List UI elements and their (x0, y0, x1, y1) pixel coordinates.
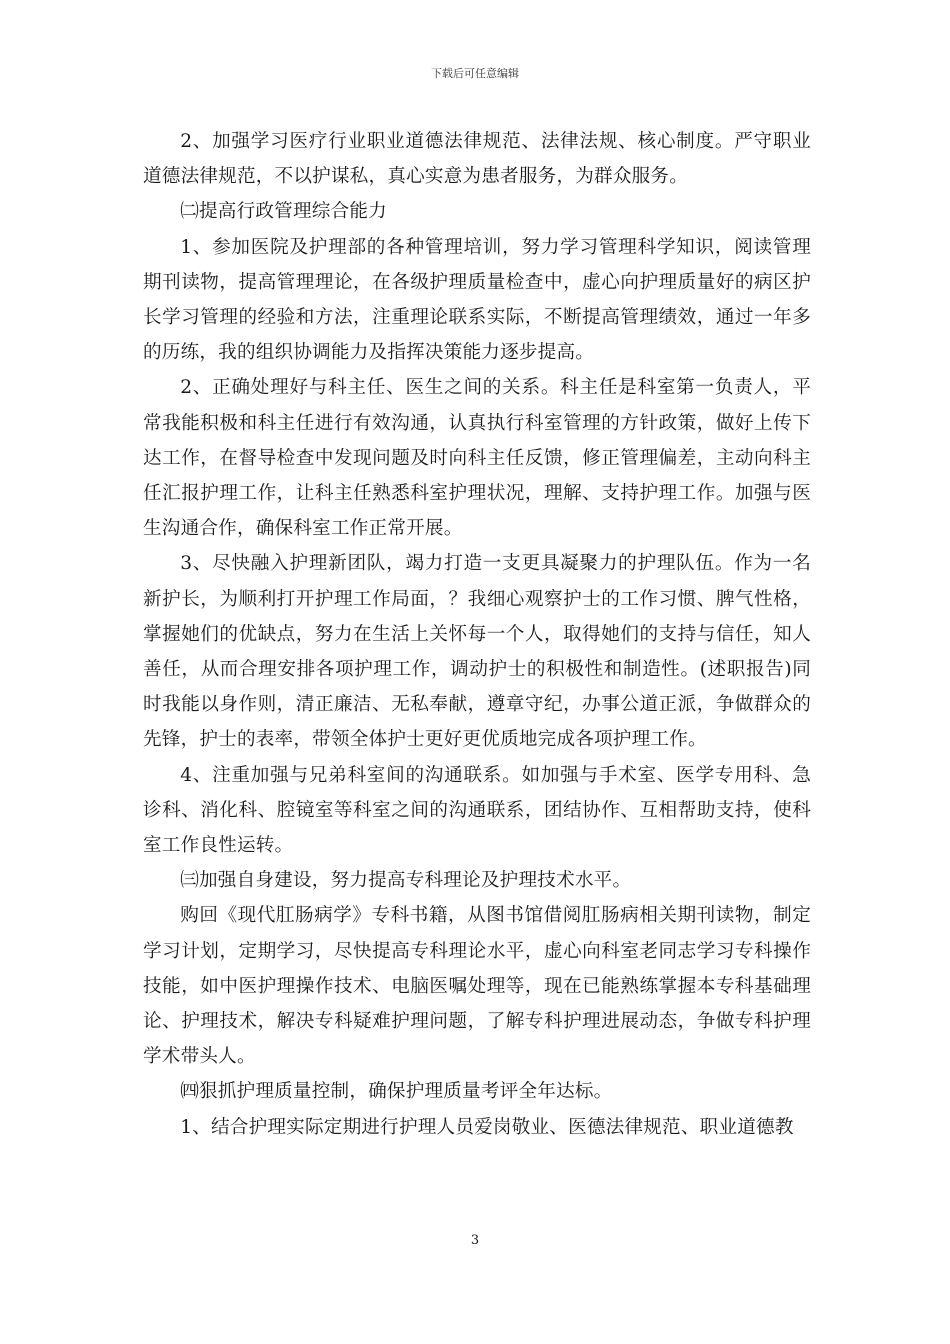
document-body (143, 124, 811, 1145)
paragraph-2: 1、参加医院及护理部的各种管理培训，努力学习管理科学知识，阅读管理期刊读物，提高管理理论，在各级护理质量检查中，虚心向护理质量好的病区护长学习管理的经验和方法，注重理论联系实际，不断提高管理绩效，通过一年多的历练，我的组织协调能力及指挥决策能力逐步提高。 (143, 236, 811, 364)
paragraph-6: 购回《现代肛肠病学》专科书籍，从图书馆借阅肛肠病相关期刊读物，制定学习计划，定期学习，尽快提高专科理论水平，虚心向科室老同志学习专科操作技能，如中医护理操作技术、电脑医嘱处理等，现在已能熟练掌握本专科基础理论、护理技术，解决专科疑难护理问题，了解专科护理进展动态，争做专科护理学术带头人。 (143, 905, 811, 1068)
paragraph-5: 4、注重加强与兄弟科室间的沟通联系。如加强与手术室、医学专用科、急诊科、消化科、腔镜室等科室之间的沟通联系，团结协作、互相帮助支持，使科室工作良性运转。 (143, 764, 811, 857)
page-header: 下载后可任意编辑 (431, 67, 519, 80)
section-heading-2: ㈡提高行政管理综合能力 (180, 201, 387, 223)
paragraph-1: 2、加强学习医疗行业职业道德法律规范、法律法规、核心制度。严守职业道德法律规范，不以护谋私，真心实意为患者服务，为群众服务。 (143, 131, 811, 188)
section-heading-4: ㈣狠抓护理质量控制，确保护理质量考评全年达标。 (180, 1081, 613, 1103)
page-number: 3 (470, 1233, 480, 1248)
paragraph-7: 1、结合护理实际定期进行护理人员爱岗敬业、医德法律规范、职业道德教 (180, 1116, 794, 1138)
paragraph-3: 2、正确处理好与科主任、医生之间的关系。科主任是科室第一负责人，平常我能积极和科主任进行有效沟通，认真执行科室管理的方针政策，做好上传下达工作，在督导检查中发现问题及时向科主任反馈，修正管理偏差，主动向科主任汇报护理工作，让科主任熟悉科室护理状况，理解、支持护理工作。加强与医生沟通合作，确保科室工作正常开展。 (143, 377, 811, 540)
section-heading-3: ㈢加强自身建设，努力提高专科理论及护理技术水平。 (180, 870, 632, 892)
paragraph-4: 3、尽快融入护理新团队，竭力打造一支更具凝聚力的护理队伍。作为一名新护长，为顺利打开护理工作局面，？我细心观察护士的工作习惯、脾气性格，掌握她们的优缺点，努力在生活上关怀每一个人，取得她们的支持与信任，知人善任，从而合理安排各项护理工作，调动护士的积极性和制造性。(述职报告)同时我能以身作则，清正廉洁、无私奉献，遵章守纪，办事公道正派，争做群众的先锋，护士的表率，带领全体护士更好更优质地完成各项护理工作。 (143, 553, 811, 751)
